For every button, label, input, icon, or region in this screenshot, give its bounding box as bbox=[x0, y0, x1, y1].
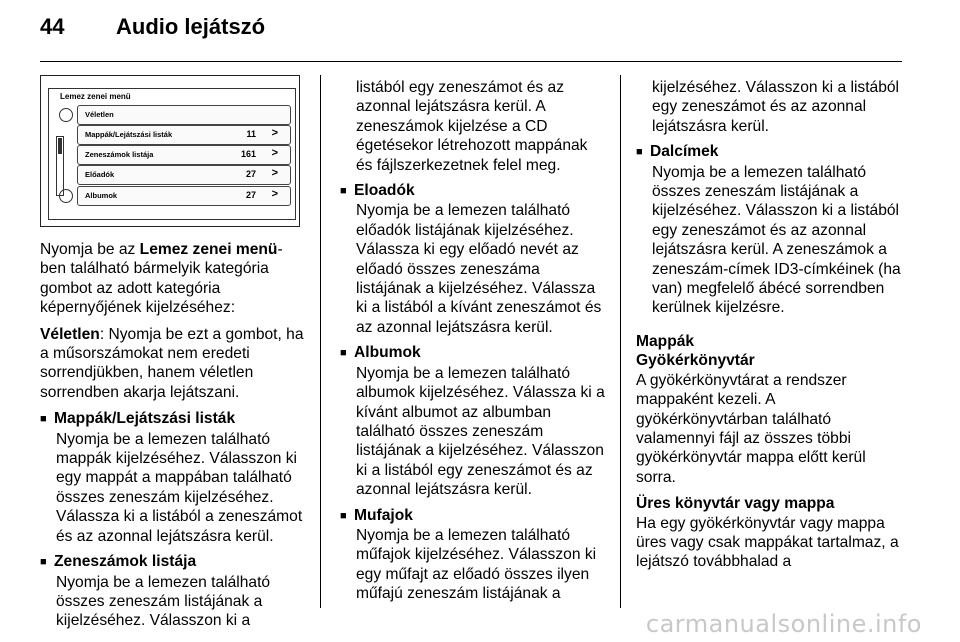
bullet-title: Zeneszámok listája bbox=[54, 553, 197, 571]
bullet-icon: ■ bbox=[340, 347, 347, 360]
bullet-title: Eloadók bbox=[354, 182, 415, 200]
bullet-text: Nyomja be a lemezen található albumok kijelzéséhez. Válassza ki a kívánt albumot az albumban található összes zeneszám listájának a kijelzéséhez. Válasszon ki a listából egy zeneszámot és az azonnal lejátszásra kerül. bbox=[356, 364, 605, 499]
bullet-tracks bbox=[40, 552, 308, 572]
row-label: Előadók bbox=[85, 170, 115, 179]
menu-row-random[interactable] bbox=[77, 105, 291, 125]
header-rule bbox=[40, 61, 902, 62]
bullet-folders bbox=[40, 409, 308, 429]
bullet-title: Dalcímek bbox=[650, 143, 719, 161]
row-label: Albumok bbox=[85, 191, 118, 200]
root-paragraph: A gyökérkönyvtárat a rendszer mappaként kezeli. A gyökérkönyvtárban található valamennyi fájl az összes többi gyökérkönyvtár mappa előtt kerül sorra. bbox=[636, 371, 866, 486]
intro-paragraph bbox=[40, 240, 308, 318]
row-count: 161 bbox=[240, 149, 256, 159]
intro-text: -ben található bármelyik kategória gombot az adott kategória képernyőjének kijelzéséhez: bbox=[40, 241, 283, 317]
row-label: Véletlen bbox=[85, 110, 114, 119]
random-text: : Nyomja be ezt a gombot, ha a műsorszámokat nem eredeti sorrendjükben, hanem véletlen sorrendben akarja lejátszani. bbox=[40, 325, 304, 401]
random-term: Véletlen bbox=[40, 325, 100, 343]
watermark: carmanualsonline.info bbox=[645, 610, 922, 638]
figure-title: Lemez zenei menü bbox=[60, 92, 131, 101]
chevron-right-icon: > bbox=[271, 188, 278, 200]
menu-row-folders[interactable] bbox=[77, 125, 291, 145]
shuffle-icon bbox=[59, 108, 73, 122]
menu-row-tracks[interactable] bbox=[77, 145, 291, 165]
bullet-song-titles bbox=[636, 142, 904, 162]
column-2 bbox=[340, 78, 608, 610]
row-label: Zeneszámok listája bbox=[85, 150, 154, 159]
page-title: Audio lejátszó bbox=[116, 14, 266, 39]
scrollbar[interactable] bbox=[56, 136, 64, 196]
bullet-genres bbox=[340, 506, 608, 526]
row-label: Mappák/Lejátszási listák bbox=[85, 130, 173, 139]
menu-name: Lemez zenei menü bbox=[139, 241, 278, 258]
intro-text: Nyomja be az bbox=[40, 241, 140, 258]
column-divider bbox=[620, 75, 621, 608]
continued-text: kijelzéséhez. Válasszon ki a listából egy zeneszámot és az azonnal lejátszásra kerül. bbox=[652, 79, 900, 135]
bullet-text: Nyomja be a lemezen található összes zeneszám listájának a kijelzéséhez. Válasszon ki a listából egy zeneszámot és az azonnal lejátszásra kerül. A zeneszámok a zeneszám-címek ID3-címkéinek (ha van) megfelelő ábécé sorrendben kerülnek kijelzésre. bbox=[652, 163, 901, 317]
random-paragraph bbox=[40, 325, 308, 403]
page-header bbox=[40, 14, 265, 40]
row-count: 27 bbox=[245, 190, 256, 200]
bullet-artists bbox=[340, 181, 608, 201]
bullet-icon: ■ bbox=[636, 146, 643, 159]
subheading-root: Gyökérkönyvtár bbox=[636, 352, 755, 370]
bullet-title: Mufajok bbox=[354, 506, 413, 524]
bullet-title: Mappák/Lejátszási listák bbox=[54, 410, 236, 428]
page-number: 44 bbox=[40, 14, 65, 39]
bullet-text: Nyomja be a lemezen található műfajok kijelzéséhez. Válasszon ki egy műfajt az előadó összes ilyen műfajú zeneszám listájának a bbox=[356, 526, 597, 603]
disc-icon bbox=[59, 189, 73, 203]
menu-row-artists[interactable] bbox=[77, 165, 291, 185]
row-count: 11 bbox=[246, 129, 256, 139]
bullet-icon: ■ bbox=[340, 509, 347, 522]
column-3 bbox=[636, 78, 904, 579]
continued-text: listából egy zeneszámot és az azonnal lejátszásra kerül. A zeneszámok kijelzése a CD égetésekor létrehozott mappának és fájlszerkezetnek felel meg. bbox=[356, 79, 588, 174]
bullet-icon: ■ bbox=[40, 556, 47, 569]
section-heading: Mappák bbox=[636, 332, 695, 350]
bullet-text: Nyomja be a lemezen található összes zeneszám listájának a kijelzéséhez. Válasszon ki a bbox=[56, 573, 271, 630]
subheading-empty-folder: Üres könyvtár vagy mappa bbox=[636, 495, 835, 513]
bullet-albums bbox=[340, 343, 608, 363]
bullet-text: Nyomja be a lemezen található mappák kijelzéséhez. Válasszon ki egy mappát a mappában található összes zeneszám kijelzéséhez. Válassza ki a listából a zeneszámot és az azonnal lejátszásra kerül. bbox=[56, 430, 303, 545]
column-divider bbox=[320, 75, 321, 608]
bullet-title: Albumok bbox=[354, 344, 421, 362]
scrollbar-thumb[interactable] bbox=[58, 138, 62, 154]
column-1 bbox=[40, 240, 308, 637]
chevron-right-icon: > bbox=[271, 127, 278, 139]
bullet-icon: ■ bbox=[340, 185, 347, 198]
empty-folder-paragraph: Ha egy gyökérkönyvtár vagy mappa üres vagy csak mappákat tartalmaz, a lejátszó továbbhalad a bbox=[636, 514, 899, 571]
row-count: 27 bbox=[245, 169, 256, 179]
bullet-icon: ■ bbox=[40, 413, 47, 426]
menu-row-albums[interactable] bbox=[77, 186, 291, 206]
chevron-right-icon: > bbox=[271, 167, 278, 179]
disc-music-menu-figure bbox=[40, 75, 300, 227]
chevron-right-icon: > bbox=[271, 147, 278, 159]
screen-display bbox=[48, 88, 296, 220]
bullet-text: Nyomja be a lemezen található előadók listájának kijelzéséhez. Válassza ki egy előadó nevét az előadó összes zeneszáma listájának a kijelzéséhez. Válassza ki a listából a kívánt zeneszámot és az azonnal lejátszásra kerül. bbox=[356, 202, 602, 336]
